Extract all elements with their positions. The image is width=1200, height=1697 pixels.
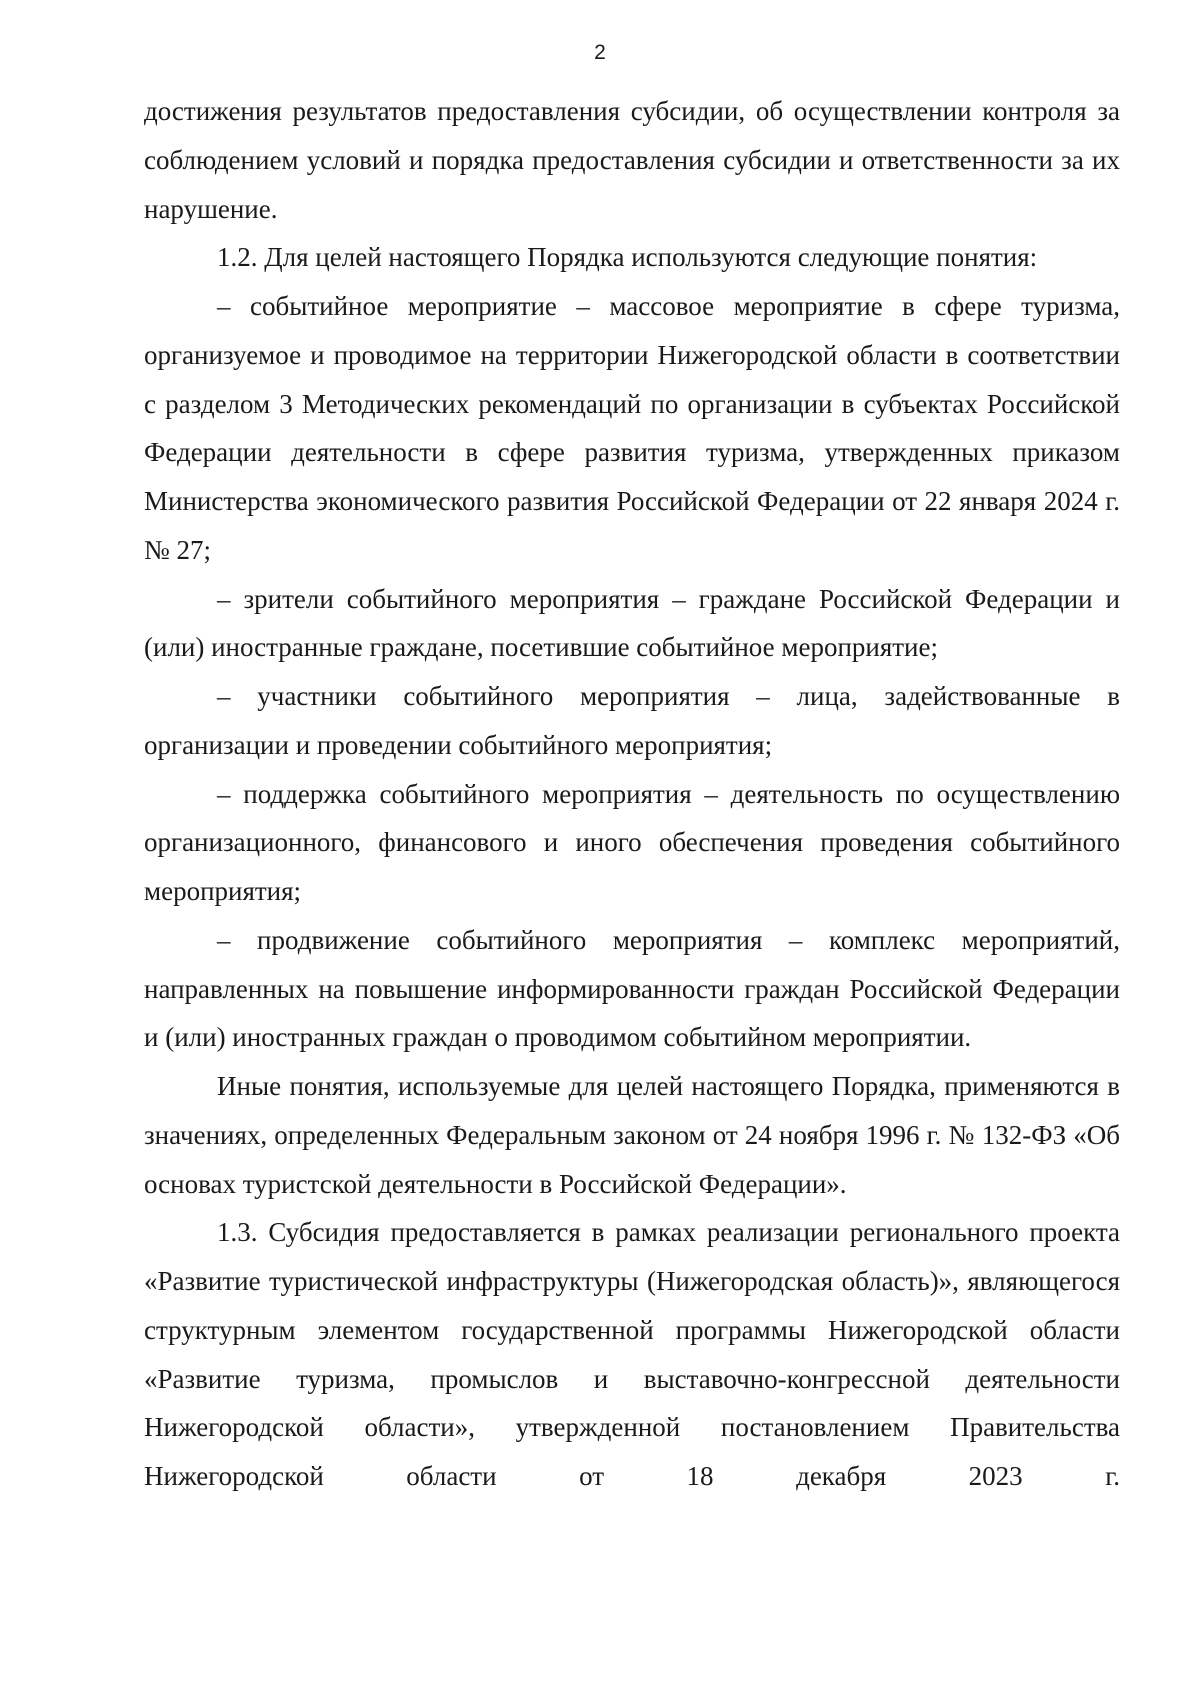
paragraph-1: достижения результатов предоставления субсидии, об осуществлении контроля за соблюдением условий и порядка предоставления субсидии и ответственности за их нарушение. <box>144 96 1120 224</box>
paragraph-5: – участники событийного мероприятия – лица, задействованные в организации и проведении событийного мероприятия; <box>144 681 1120 760</box>
paragraph-7: – продвижение событийного мероприятия – комплекс мероприятий, направленных на повышение информированности граждан Российской Федерации и (или) иностранных граждан о проводимом событийном мероприятии. <box>144 924 1120 1053</box>
paragraph-8: Иные понятия, используемые для целей настоящего Порядка, применяются в значениях, определенных Федеральным законом от 24 ноября 1996 г. № 132-ФЗ «Об основах туристской деятельности в Российской Федерации». <box>144 1071 1120 1199</box>
paragraph-3: – событийное мероприятие – массовое мероприятие в сфере туризма, организуемое и проводимое на территории Нижегородской области в соответствии с разделом 3 Методических рекомендаций по организации в субъектах Российской Федерации деятельности в сфере развития туризма, утвержденных приказом Министерства экономического развития Российской Федерации от 22 января 2024 г. № 27; <box>144 291 1120 565</box>
paragraph-6: – поддержка событийного мероприятия – деятельность по осуществлению организационного, финансового и иного обеспечения проведения событийного мероприятия; <box>144 778 1120 906</box>
paragraph-9: 1.3. Субсидия предоставляется в рамках реализации регионального проекта «Развитие туристической инфраструктуры (Нижегородская область)», являющегося структурным элементом государственной программы Нижегородской области «Развитие туризма, промыслов и выставочно-конгрессной деятельности Нижегородской области», утвержденной постановлением Правительства Нижегородской области от 18 декабря 2023 г. <box>144 1217 1120 1491</box>
paragraph-4: – зрители событийного мероприятия – граждане Российской Федерации и (или) иностранные граждане, посетившие событийное мероприятие; <box>144 583 1120 663</box>
document-body <box>144 87 1120 1501</box>
paragraph-2: 1.2. Для целей настоящего Порядка используются следующие понятия: <box>217 242 1038 273</box>
page-number: 2 <box>594 41 606 64</box>
